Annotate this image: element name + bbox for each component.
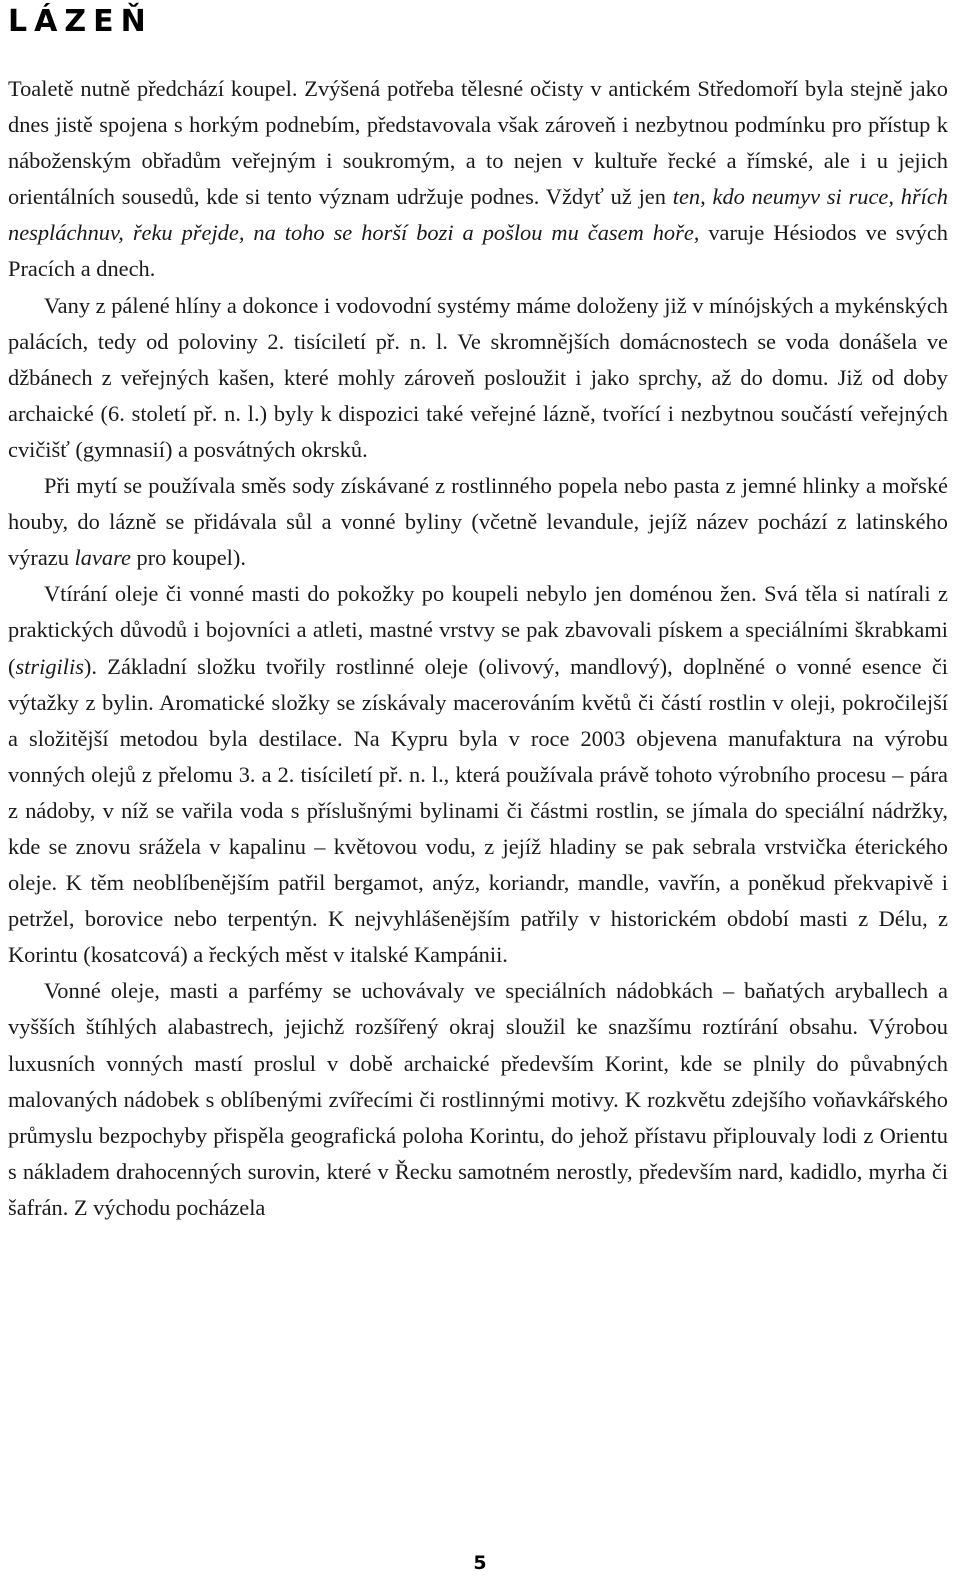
paragraph-4: [8, 576, 948, 973]
paragraph-3: [8, 468, 948, 576]
hesiod-quote: ten, kdo neumyv si ruce, hřích nespláchnuv, řeku přejde, na toho se horší bozi a pošlou mu časem hoře,: [8, 184, 948, 246]
text-run: ). Základní složku tvořily rostlinné oleje (olivový, mandlový), doplněné o vonné esence či výtažky z bylin. Aromatické složky se získávaly macerováním květů či částí rostlin v oleji, pokročilejší a složitější metodou byla destilace. Na Kypru byla v roce 2003 objevena manufaktura na výrobu vonných olejů z přelomu 3. a 2. tisíciletí př. n. l., která používala právě tohoto výrobního procesu – pára z nádoby, v níž se vařila voda s příslušnými bylinami či částmi rostlin, se jímala do speciální nádržky, kde se znovu srážela v kapalinu – květovou vodu, z jejíž hladiny se pak sebrala vrstvička éterického oleje. K těm neoblíbenějším patřil bergamot, anýz, koriandr, mandle, vavřín, a poněkud překvapivě i petržel, borovice nebo terpentýn. K nejvyhlášenějším patřily v historickém období masti z Délu, z Korintu (kosatcová) a řeckých měst v italské Kampánii.: [8, 653, 948, 968]
text-run: Vany z pálené hlíny a dokonce i vodovodní systémy máme doloženy již v mínójských a mykénských palácích, tedy od poloviny 2. tisíciletí př. n. l. Ve skromnějších domácnostech se voda donášela ve džbánech z veřejných kašen, které mohly zároveň posloužit i jako sprchy, až do domu. Již od doby archaické (6. století př. n. l.) byly k dispozici také veřejné lázně, tvořící i nezbytnou součástí veřejných cvičišť (gymnasií) a posvátných okrsků.: [8, 292, 948, 462]
text-run: Toaletě nutně předchází koupel. Zvýšená potřeba tělesné očisty v antickém Středomoří byla stejně jako dnes jistě spojena s horkým podnebím, představovala však zároveň i nezbytnou podmínku pro přístup k náboženským obřadům veřejným i soukromým, a to nejen v kultuře řecké a římské, ale i u jejich orientálních sousedů, kde si tento význam udržuje podnes. Vždyť už jen: [8, 76, 948, 210]
paragraph-1: [8, 71, 948, 288]
latin-term: strigilis: [15, 653, 84, 679]
latin-term: lavare: [74, 545, 131, 571]
body-text: [8, 71, 948, 1226]
text-run: Vonné oleje, masti a parfémy se uchovávaly ve speciálních nádobkách – baňatých aryballech a vyšších štíhlých alabastrech, jejichž rozšířený okraj sloužil ke snazšímu roztírání obsahu. Výrobou luxusních vonných mastí proslul v době archaické především Korint, kde se plnily do půvabných malovaných nádobek s oblíbenými zvířecími či rostlinnými motivy. K rozkvětu zdejšího voňavkářského průmyslu bezpochyby přispěla geografická poloha Korintu, do jehož přístavu připlouvaly lodi z Orientu s nákladem drahocenných surovin, které v Řecku samotném nerostly, především nard, kadidlo, myrha či šafrán. Z východu pocházela: [8, 978, 948, 1220]
text-run: Vtírání oleje či vonné masti do pokožky po koupeli nebylo jen doménou žen. Svá těla si natírali z praktických důvodů i bojovníci a atleti, mastné vrstvy se pak zbavovali pískem a speciálními škrabkami (: [8, 581, 948, 679]
text-run: Při mytí se používala směs sody získávané z rostlinného popela nebo pasta z jemné hlinky a mořské houby, do lázně se přidávala sůl a vonné byliny (včetně levandule, jejíž název pochází z latinského výrazu: [8, 473, 948, 571]
paragraph-2: [8, 288, 948, 468]
paragraph-5: [8, 973, 948, 1226]
text-run: varuje Hésiodos ve svých Pracích a dnech.: [8, 220, 948, 282]
page-number: 5: [473, 1552, 487, 1574]
text-run: pro koupel).: [130, 545, 246, 571]
page-heading: LÁZEŇ: [8, 4, 153, 39]
